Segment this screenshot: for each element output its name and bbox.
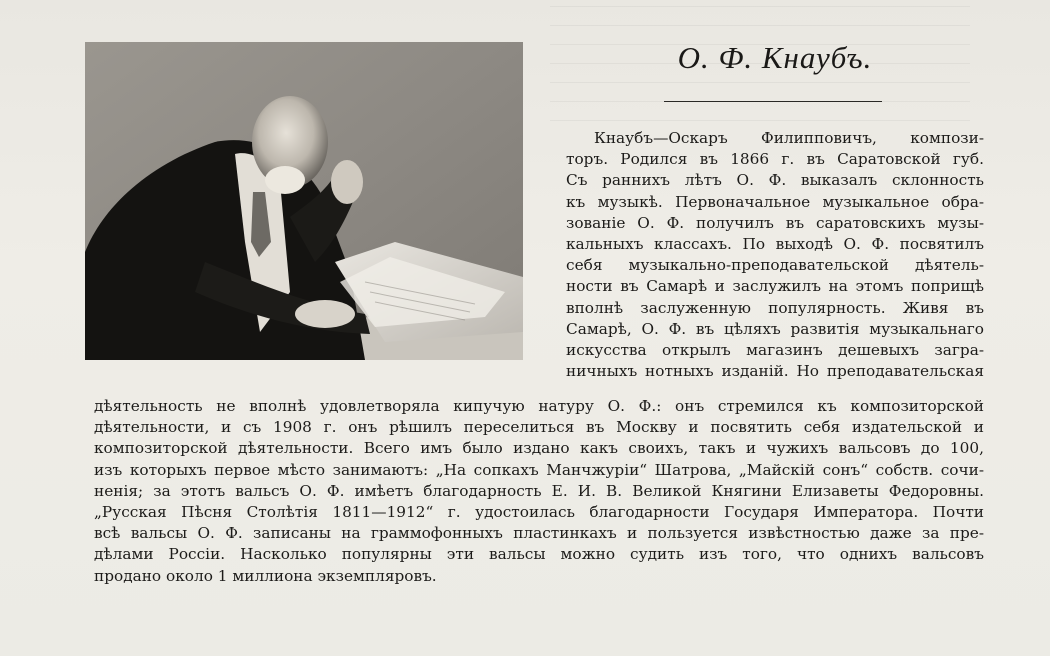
column-text-block xyxy=(566,128,984,382)
full-width-text-block xyxy=(94,396,984,587)
text-line: всѣ вальсы О. Ф. записаны на граммофонныхъ пластинкахъ и пользуется извѣстностью даже за пре- xyxy=(94,524,984,543)
text-line: дѣятельности, и съ 1908 г. онъ рѣшилъ переселиться въ Москву и посвятить себя издательской и xyxy=(94,418,984,437)
text-line: Кнаубъ—Оскаръ Филипповичъ, компози- xyxy=(594,129,984,147)
text-line: Съ раннихъ лѣтъ О. Ф. выказалъ склонность xyxy=(566,171,984,190)
portrait-photo-icon xyxy=(85,42,523,360)
title-divider xyxy=(664,101,882,102)
text-line: зованіе О. Ф. получилъ въ саратовскихъ музы- xyxy=(566,213,984,232)
text-line: Самарѣ, О. Ф. въ цѣляхъ развитія музыкальнаго xyxy=(566,319,984,338)
text-line: кальныхъ классахъ. По выходѣ О. Ф. посвятилъ xyxy=(566,234,984,253)
text-line: „Русская Пѣсня Столѣтія 1811—1912“ г. удостоилась благодарности Государя Императора. Почти xyxy=(94,502,984,521)
portrait-photo xyxy=(85,42,523,360)
text-line: ничныхъ нотныхъ изданій. Но преподавательская xyxy=(566,362,984,381)
text-line: торъ. Родился въ 1866 г. въ Саратовской губ. xyxy=(566,150,984,169)
text-line: дѣятельность не вполнѣ удовлетворяла кипучую натуру О. Ф.: онъ стремился къ композиторской xyxy=(94,397,984,415)
text-line: искусства открылъ магазинъ дешевыхъ загра- xyxy=(566,340,984,359)
text-line: вполнѣ заслуженную популярность. Живя въ xyxy=(566,298,984,317)
text-line: себя музыкально-преподавательской дѣятель- xyxy=(566,256,984,275)
text-line: продано около 1 миллиона экземпляровъ. xyxy=(94,566,437,585)
article-title: О. Ф. Кнаубъ. xyxy=(677,40,873,75)
text-line: къ музыкѣ. Первоначальное музыкальное обра- xyxy=(566,192,984,211)
text-line: ности въ Самарѣ и заслужилъ на этомъ поприщѣ xyxy=(566,277,984,296)
text-line: ненія; за этотъ вальсъ О. Ф. имѣетъ благодарность Е. И. В. Великой Княгини Елизаветы Федоровны. xyxy=(94,481,984,500)
text-line: изъ которыхъ первое мѣсто занимаютъ: „На сопкахъ Манчжуріи“ Шатрова, „Майскій сонъ“ собств. сочи- xyxy=(94,460,984,479)
text-line: дѣлами Россіи. Насколько популярны эти вальсы можно судить изъ того, что однихъ вальсовъ xyxy=(94,545,984,564)
text-line: композиторской дѣятельности. Всего имъ было издано какъ своихъ, такъ и чужихъ вальсовъ до 100, xyxy=(94,439,984,458)
